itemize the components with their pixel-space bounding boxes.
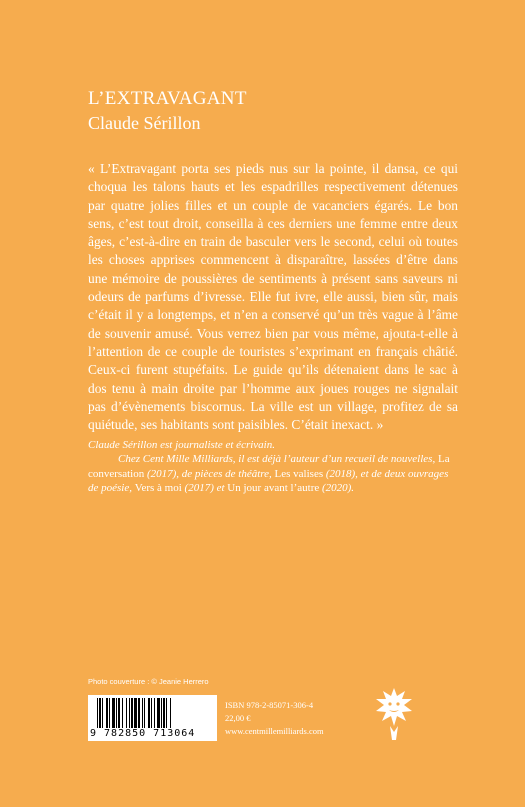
publisher-logo-icon <box>372 682 416 744</box>
barcode-digits: 9 782850 713064 <box>90 728 196 739</box>
bio-intro: Claude Sérillon est journaliste et écrivain. <box>88 439 275 451</box>
publisher-website: www.centmillemilliards.com <box>225 726 324 736</box>
barcode-bars <box>97 698 208 728</box>
book-title: L’EXTRAVAGANT <box>88 88 247 109</box>
back-cover-excerpt: « L’Extravagant porta ses pieds nus sur la pointe, il dansa, ce qui choqua les talons hauts et les espadrilles respectivement détenues par quatre jolies filles et un couple de vacanciers égarés. Le bon sens, c’est tout droit, conseilla à ces derniers une femme entre deux âges, c’est-à-dire en train de basculer vers le second, celui où toutes les choses apprises commencent à disparaître, lassées d’être dans une mémoire de poussières de sentiments à présent sans saveurs ni odeurs de parfums d’ivresse. Elle fut ivre, elle aussi, bien sûr, mais c’était il y a longtemps, et n’en a conservé qu’un très vague à l’âme de souvenir amusé. Vous verrez bien par vous même, ajouta-t-elle à l’attention de ce couple de touristes s’exprimant en français châtié. Ceux-ci furent stupéfaits. Le guide qu’ils détenaient dans le sac à dos tenu à main droite par l’homme aux joues rouges ne signalait pas d’évènements biscornus. La ville est un village, profitez de sa quiétude, ses habitants sont paisibles. C’était inexact. » <box>88 161 458 433</box>
price: 22,00 € <box>225 713 251 723</box>
bio-works: Chez Cent Mille Milliards, il est déjà l’auteur d’un recueil de nouvelles, La conversation (2017), de pièces de théâtre, Les valises (2018), et de deux ouvrages de poésie, Vers à moi (2017) et Un jour avant l’autre (2020). <box>88 453 450 495</box>
author-bio <box>88 438 460 496</box>
photo-credit: Photo couverture : © Jeanie Herrero <box>88 677 209 686</box>
isbn-barcode <box>88 695 217 741</box>
publication-info <box>225 699 324 738</box>
isbn-number: ISBN 978-2-85071-306-4 <box>225 700 314 710</box>
book-author: Claude Sérillon <box>88 113 201 133</box>
